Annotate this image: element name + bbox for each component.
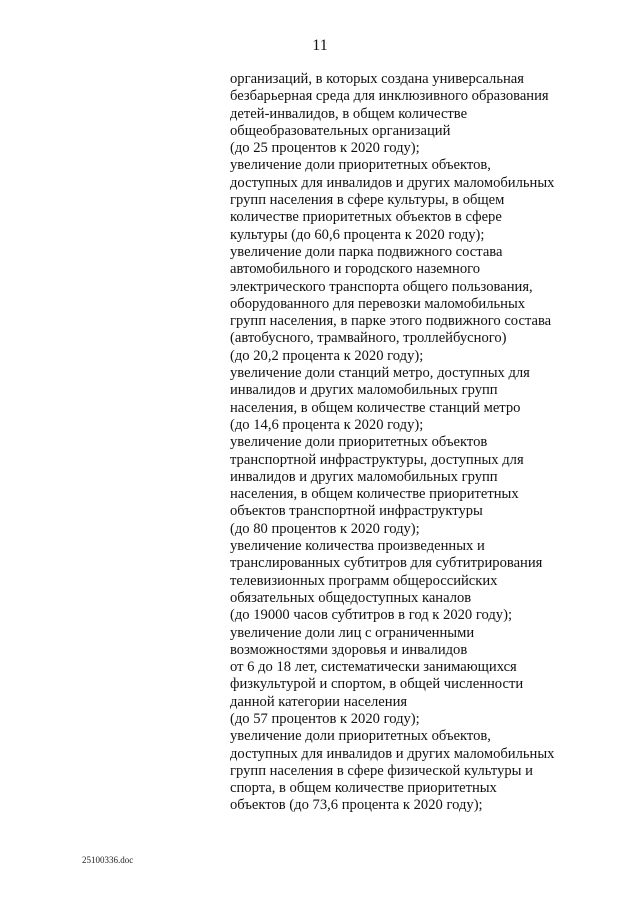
text-line: населения, в общем количестве станций метро <box>230 399 521 416</box>
text-line: спорта, в общем количестве приоритетных <box>230 780 497 797</box>
text-line: автомобильного и городского наземного <box>230 261 481 278</box>
text-line: (до 57 процентов к 2020 году); <box>230 710 420 727</box>
text-line: телевизионных программ общероссийских <box>230 572 498 589</box>
text-line: доступных для инвалидов и других маломобильных <box>230 174 555 191</box>
text-line: безбарьерная среда для инклюзивного образования <box>230 88 549 105</box>
text-line: транспортной инфраструктуры, доступных для <box>230 451 524 468</box>
text-line: количестве приоритетных объектов в сфере <box>230 209 502 226</box>
text-line: организаций, в которых создана универсальная <box>230 71 524 87</box>
text-line: объектов транспортной инфраструктуры <box>230 503 483 520</box>
text-line: доступных для инвалидов и других маломобильных <box>230 745 555 762</box>
text-line: возможностями здоровья и инвалидов <box>230 641 468 658</box>
text-line: электрического транспорта общего пользования, <box>230 278 533 295</box>
text-line: увеличение доли станций метро, доступных для <box>230 365 530 382</box>
text-line: увеличение доли лиц с ограниченными <box>230 624 475 641</box>
text-line: обязательных общедоступных каналов <box>230 589 472 606</box>
document-file-code: 25100336.doc <box>82 855 134 865</box>
page-number: 11 <box>312 37 328 54</box>
text-line: инвалидов и других маломобильных групп <box>230 382 498 399</box>
text-line: оборудованного для перевозки маломобильных <box>230 295 526 312</box>
text-line: транслированных субтитров для субтитрирования <box>230 555 543 572</box>
text-line: групп населения в сфере культуры, в общем <box>230 192 505 209</box>
text-line: (до 14,6 процента к 2020 году); <box>230 416 424 433</box>
text-line: (до 19000 часов субтитров в год к 2020 году); <box>230 607 513 624</box>
text-line: объектов (до 73,6 процента к 2020 году); <box>230 797 483 814</box>
document-body-text <box>230 71 610 815</box>
text-line: от 6 до 18 лет, систематически занимающихся <box>230 659 517 676</box>
text-line: общеобразовательных организаций <box>230 122 451 139</box>
text-line: инвалидов и других маломобильных групп <box>230 468 498 485</box>
text-line: групп населения, в парке этого подвижного состава <box>230 313 552 330</box>
text-line: (автобусного, трамвайного, троллейбусного) <box>230 330 507 347</box>
text-line: увеличение доли приоритетных объектов, <box>230 728 491 745</box>
text-line: увеличение доли приоритетных объектов <box>230 434 488 451</box>
text-line: увеличение доли приоритетных объектов, <box>230 157 491 174</box>
text-line: детей-инвалидов, в общем количестве <box>230 105 468 122</box>
text-line: населения, в общем количестве приоритетных <box>230 486 519 503</box>
text-line: (до 25 процентов к 2020 году); <box>230 140 420 157</box>
text-line: культуры (до 60,6 процента к 2020 году); <box>230 226 485 243</box>
text-line: данной категории населения <box>230 693 408 710</box>
text-line: (до 80 процентов к 2020 году); <box>230 520 420 537</box>
text-line: увеличение доли парка подвижного состава <box>230 243 503 260</box>
text-line: физкультурой и спортом, в общей численности <box>230 676 524 693</box>
text-line: увеличение количества произведенных и <box>230 538 485 555</box>
text-line: групп населения в сфере физической культуры и <box>230 762 533 779</box>
text-line: (до 20,2 процента к 2020 году); <box>230 347 424 364</box>
